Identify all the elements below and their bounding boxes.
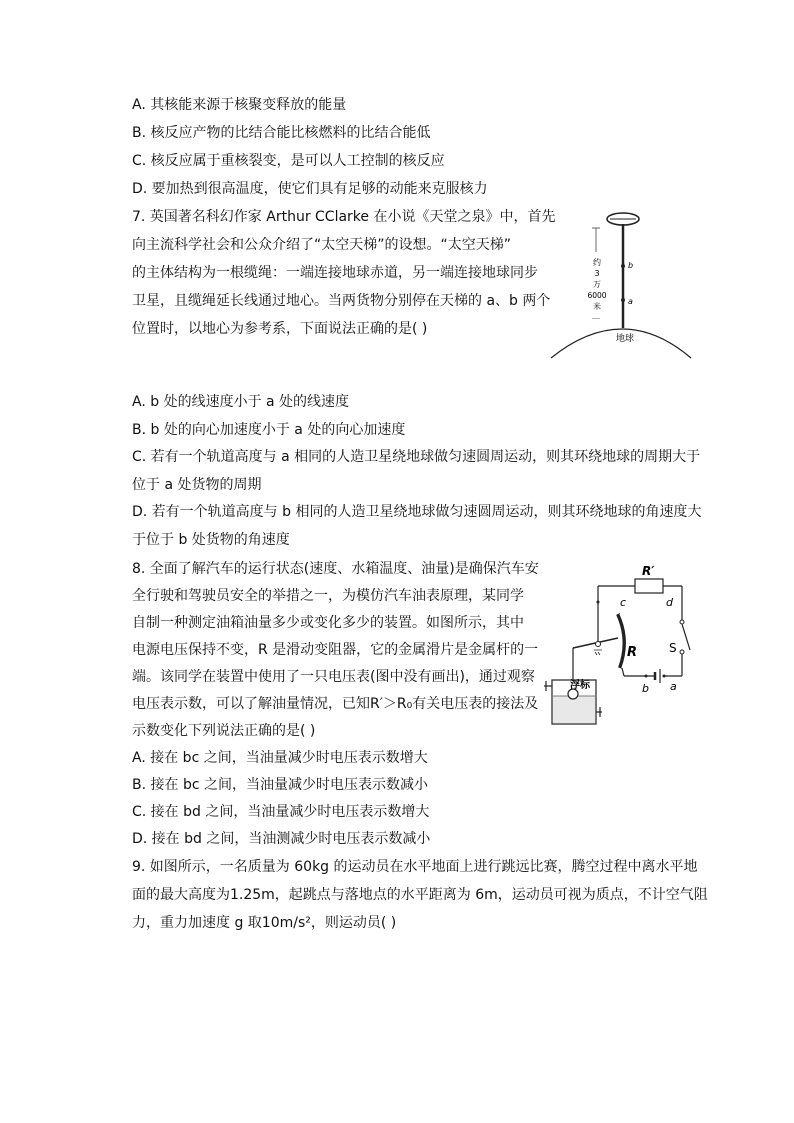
switch-s bbox=[682, 624, 690, 650]
q8-stem-line: 电源电压保持不变，R 是滑动变阻器，它的金属滑片是金属杆的一 bbox=[132, 642, 539, 658]
q8-option-b: B. 接在 bc 之间，当油量减少时电压表示数减小 bbox=[132, 777, 428, 793]
q9-stem-line: 面的最大高度为1.25m，起跳点与落地点的水平距离为 6m，运动员可视为质点，不计空气阻 bbox=[132, 887, 708, 903]
q8-fuel-gauge-circuit bbox=[540, 562, 700, 732]
q8-stem-line: 示数变化下列说法正确的是( ) bbox=[132, 723, 316, 739]
q8-stem-line: 全行驶和驾驶员安全的举措之一，为模仿汽车油表原理，某同学 bbox=[132, 588, 524, 604]
q8-stem-line: 端。该同学在装置中使用了一只电压表(图中没有画出)，通过观察 bbox=[132, 669, 535, 685]
q9-stem-line: 9. 如图所示，一名质量为 60kg 的运动员在水平地面上进行跳远比赛，腾空过程中离水平地 bbox=[132, 859, 698, 875]
q7-option-a: A. b 处的线速度小于 a 处的线速度 bbox=[132, 394, 350, 410]
q7-stem-line: 向主流科学社会和公众介绍了“太空天梯”的设想。“太空天梯” bbox=[132, 237, 512, 253]
q8-option-a: A. 接在 bc 之间，当油量减少时电压表示数增大 bbox=[132, 750, 428, 766]
label-earth: 地球 bbox=[616, 334, 635, 344]
q7-option-d: D. 若有一个轨道高度与 b 相同的人造卫星绕地球做匀速圆周运动，则其环绕地球的角速度大 bbox=[132, 504, 702, 520]
q8-stem-line: 8. 全面了解汽车的运行状态(速度、水箱温度、油量)是确保汽车安 bbox=[132, 561, 539, 577]
distance-label: 约 bbox=[593, 258, 601, 267]
distance-label: 米 bbox=[593, 302, 601, 311]
q8-option-c: C. 接在 bd 之间，当油量减少时电压表示数增大 bbox=[132, 804, 430, 820]
q7-option-d-cont: 于位于 b 处货物的角速度 bbox=[132, 532, 290, 548]
q7-option-b: B. b 处的向心加速度小于 a 处的向心加速度 bbox=[132, 422, 406, 438]
label-d: d bbox=[666, 596, 673, 609]
q7-stem-line: 的主体结构为一根缆绳：一端连接地球赤道，另一端连接地球同步 bbox=[132, 265, 538, 281]
label-a: a bbox=[670, 680, 677, 693]
q7-stem-line: 7. 英国著名科幻作家 Arthur CClarke 在小说《天堂之泉》中，首先 bbox=[132, 209, 556, 225]
q8-stem-line: 电压表示数，可以了解油量情况，已知R′＞R₀有关电压表的接法及 bbox=[132, 696, 539, 712]
resistor-r-prime bbox=[635, 579, 663, 593]
q7-stem-line: 位置时，以地心为参考系，下面说法正确的是( ) bbox=[132, 321, 428, 337]
point-b bbox=[621, 264, 625, 268]
q8-stem-line: 自制一种测定油箱油量多少或变化多少的装置。如图所示，其中 bbox=[132, 615, 524, 631]
label-r-prime: R′ bbox=[642, 564, 655, 578]
point-a bbox=[621, 298, 625, 302]
label-r: R bbox=[627, 645, 638, 660]
q7-space-elevator-figure bbox=[548, 210, 694, 360]
q6-option-b: B. 核反应产物的比结合能比核燃料的比结合能低 bbox=[132, 125, 431, 141]
label-b: b bbox=[628, 261, 634, 270]
q7-option-c: C. 若有一个轨道高度与 a 相同的人造卫星绕地球做匀速圆周运动，则其环绕地球的周期大于 bbox=[132, 449, 701, 465]
label-s: S bbox=[669, 641, 677, 655]
q6-option-d: D. 要加热到很高温度，使它们具有足够的动能来克服核力 bbox=[132, 181, 488, 197]
q7-option-c-cont: 位于 a 处货物的周期 bbox=[132, 477, 262, 493]
distance-label: 6000 bbox=[587, 291, 607, 300]
label-b: b bbox=[642, 682, 649, 695]
label-c: c bbox=[620, 596, 627, 609]
q6-option-c: C. 核反应属于重核裂变，是可以人工控制的核反应 bbox=[132, 153, 445, 169]
distance-label: 3 bbox=[594, 269, 600, 278]
label-a: a bbox=[628, 297, 633, 306]
q9-stem-line: 力，重力加速度 g 取10m/s²，则运动员( ) bbox=[132, 915, 397, 931]
distance-label: 万 bbox=[593, 280, 601, 289]
q7-stem-line: 卫星，且缆绳延长线通过地心。当两货物分别停在天梯的 a、b 两个 bbox=[132, 293, 551, 309]
q6-option-a: A. 其核能来源于核聚变释放的能量 bbox=[132, 97, 347, 113]
label-float: 浮标 bbox=[570, 680, 590, 691]
q8-option-d: D. 接在 bd 之间，当油测减少时电压表示数减小 bbox=[132, 831, 431, 847]
